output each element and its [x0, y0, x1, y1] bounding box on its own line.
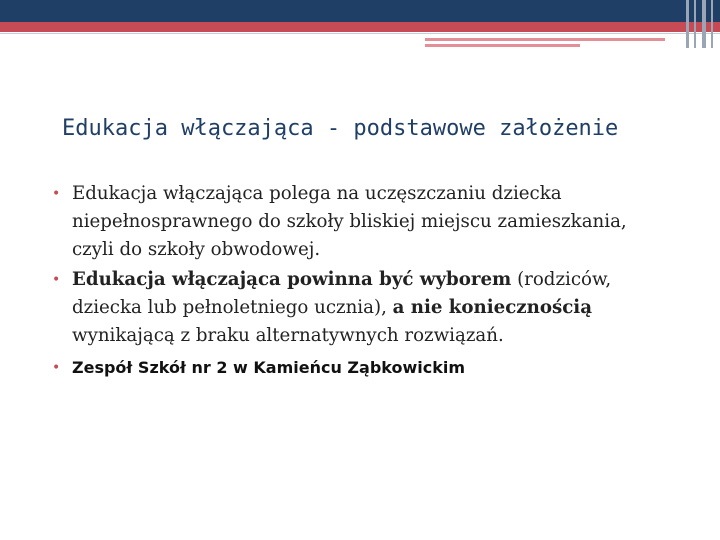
- bullet-item-1: [52, 180, 662, 264]
- header-band-red: [0, 22, 720, 32]
- header-accent-line-long: [425, 38, 665, 41]
- bullet-dot-icon: •: [52, 272, 61, 288]
- bullet-item-3: [52, 354, 662, 382]
- bullet-text-1: Edukacja włączająca polega na uczęszczaniu dziecka niepełnosprawnego do szkoły bliskiej miejscu zamieszkania, czyli do szkoły obwodowej.: [72, 183, 627, 260]
- bullet-item-2: [52, 266, 662, 350]
- bullet-dot-icon: •: [52, 360, 61, 376]
- bullet-text-3: Zespół Szkół nr 2 w Kamieńcu Ząbkowickim: [72, 358, 466, 377]
- bullet-text-2-bold-a: Edukacja włączająca powinna być wyborem: [72, 269, 512, 290]
- bullet-dot-icon: •: [52, 186, 61, 202]
- bullet-list: [52, 180, 662, 384]
- bullet-text-2-b: wynikającą z braku alternatywnych rozwiązań.: [72, 325, 504, 346]
- header-accent-line-short: [425, 44, 580, 47]
- bullet-text-2-bold-b: a nie koniecznością: [392, 297, 592, 318]
- header-stripes-decoration: [680, 0, 720, 48]
- slide-title: Edukacja włączająca - podstawowe założenie: [62, 116, 619, 141]
- header-divider-line: [0, 33, 720, 34]
- bullet-text-2-a: (rodziców, dziecka lub pełnoletniego ucznia),: [72, 269, 612, 318]
- header-band-dark: [0, 0, 720, 22]
